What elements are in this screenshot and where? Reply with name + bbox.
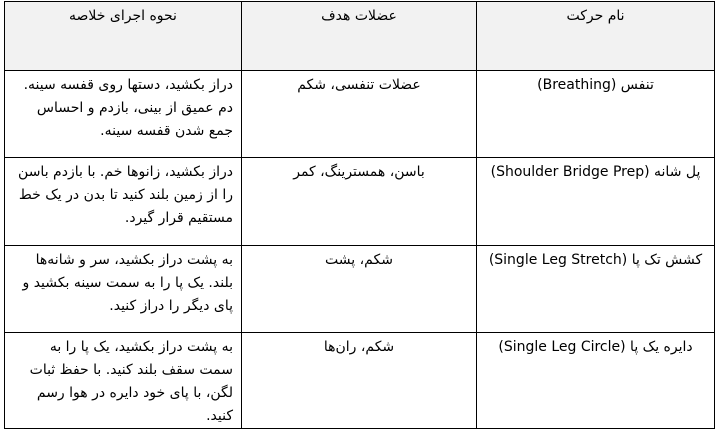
- table-row: [5, 333, 715, 429]
- exercise-description: به پشت دراز بکشید، یک پا را به سمت سقف بلند کنید. با حفظ ثبات لگن، با پای خود دایره در هوا رسم کنید.: [5, 333, 242, 429]
- exercise-description: دراز بکشید، دستها روی قفسه سینه. دم عمیق از بینی، بازدم و احساس جمع شدن قفسه سینه.: [5, 71, 242, 158]
- exercise-description: به پشت دراز بکشید، سر و شانه‌ها بلند. یک پا را به سمت سینه بکشید و پای دیگر را دراز کنید.: [5, 246, 242, 333]
- exercise-name: تنفس (Breathing): [477, 71, 715, 158]
- target-muscles: شکم، ران‌ها: [242, 333, 477, 429]
- table-row: [5, 158, 715, 246]
- header-name: نام حرکت: [477, 2, 715, 71]
- header-muscles: عضلات هدف: [242, 2, 477, 71]
- exercise-name: کشش تک پا (Single Leg Stretch): [477, 246, 715, 333]
- table-header-row: [5, 2, 715, 71]
- header-how: نحوه اجرای خلاصه: [5, 2, 242, 71]
- exercise-table: [4, 1, 715, 429]
- exercise-name: پل شانه (Shoulder Bridge Prep): [477, 158, 715, 246]
- target-muscles: عضلات تنفسی، شکم: [242, 71, 477, 158]
- table-row: [5, 246, 715, 333]
- target-muscles: شکم، پشت: [242, 246, 477, 333]
- target-muscles: باسن، همسترینگ، کمر: [242, 158, 477, 246]
- table-row: [5, 71, 715, 158]
- exercise-description: دراز بکشید، زانوها خم. با بازدم باسن را از زمین بلند کنید تا بدن در یک خط مستقیم قرار گیرد.: [5, 158, 242, 246]
- exercise-name: دایره یک پا (Single Leg Circle): [477, 333, 715, 429]
